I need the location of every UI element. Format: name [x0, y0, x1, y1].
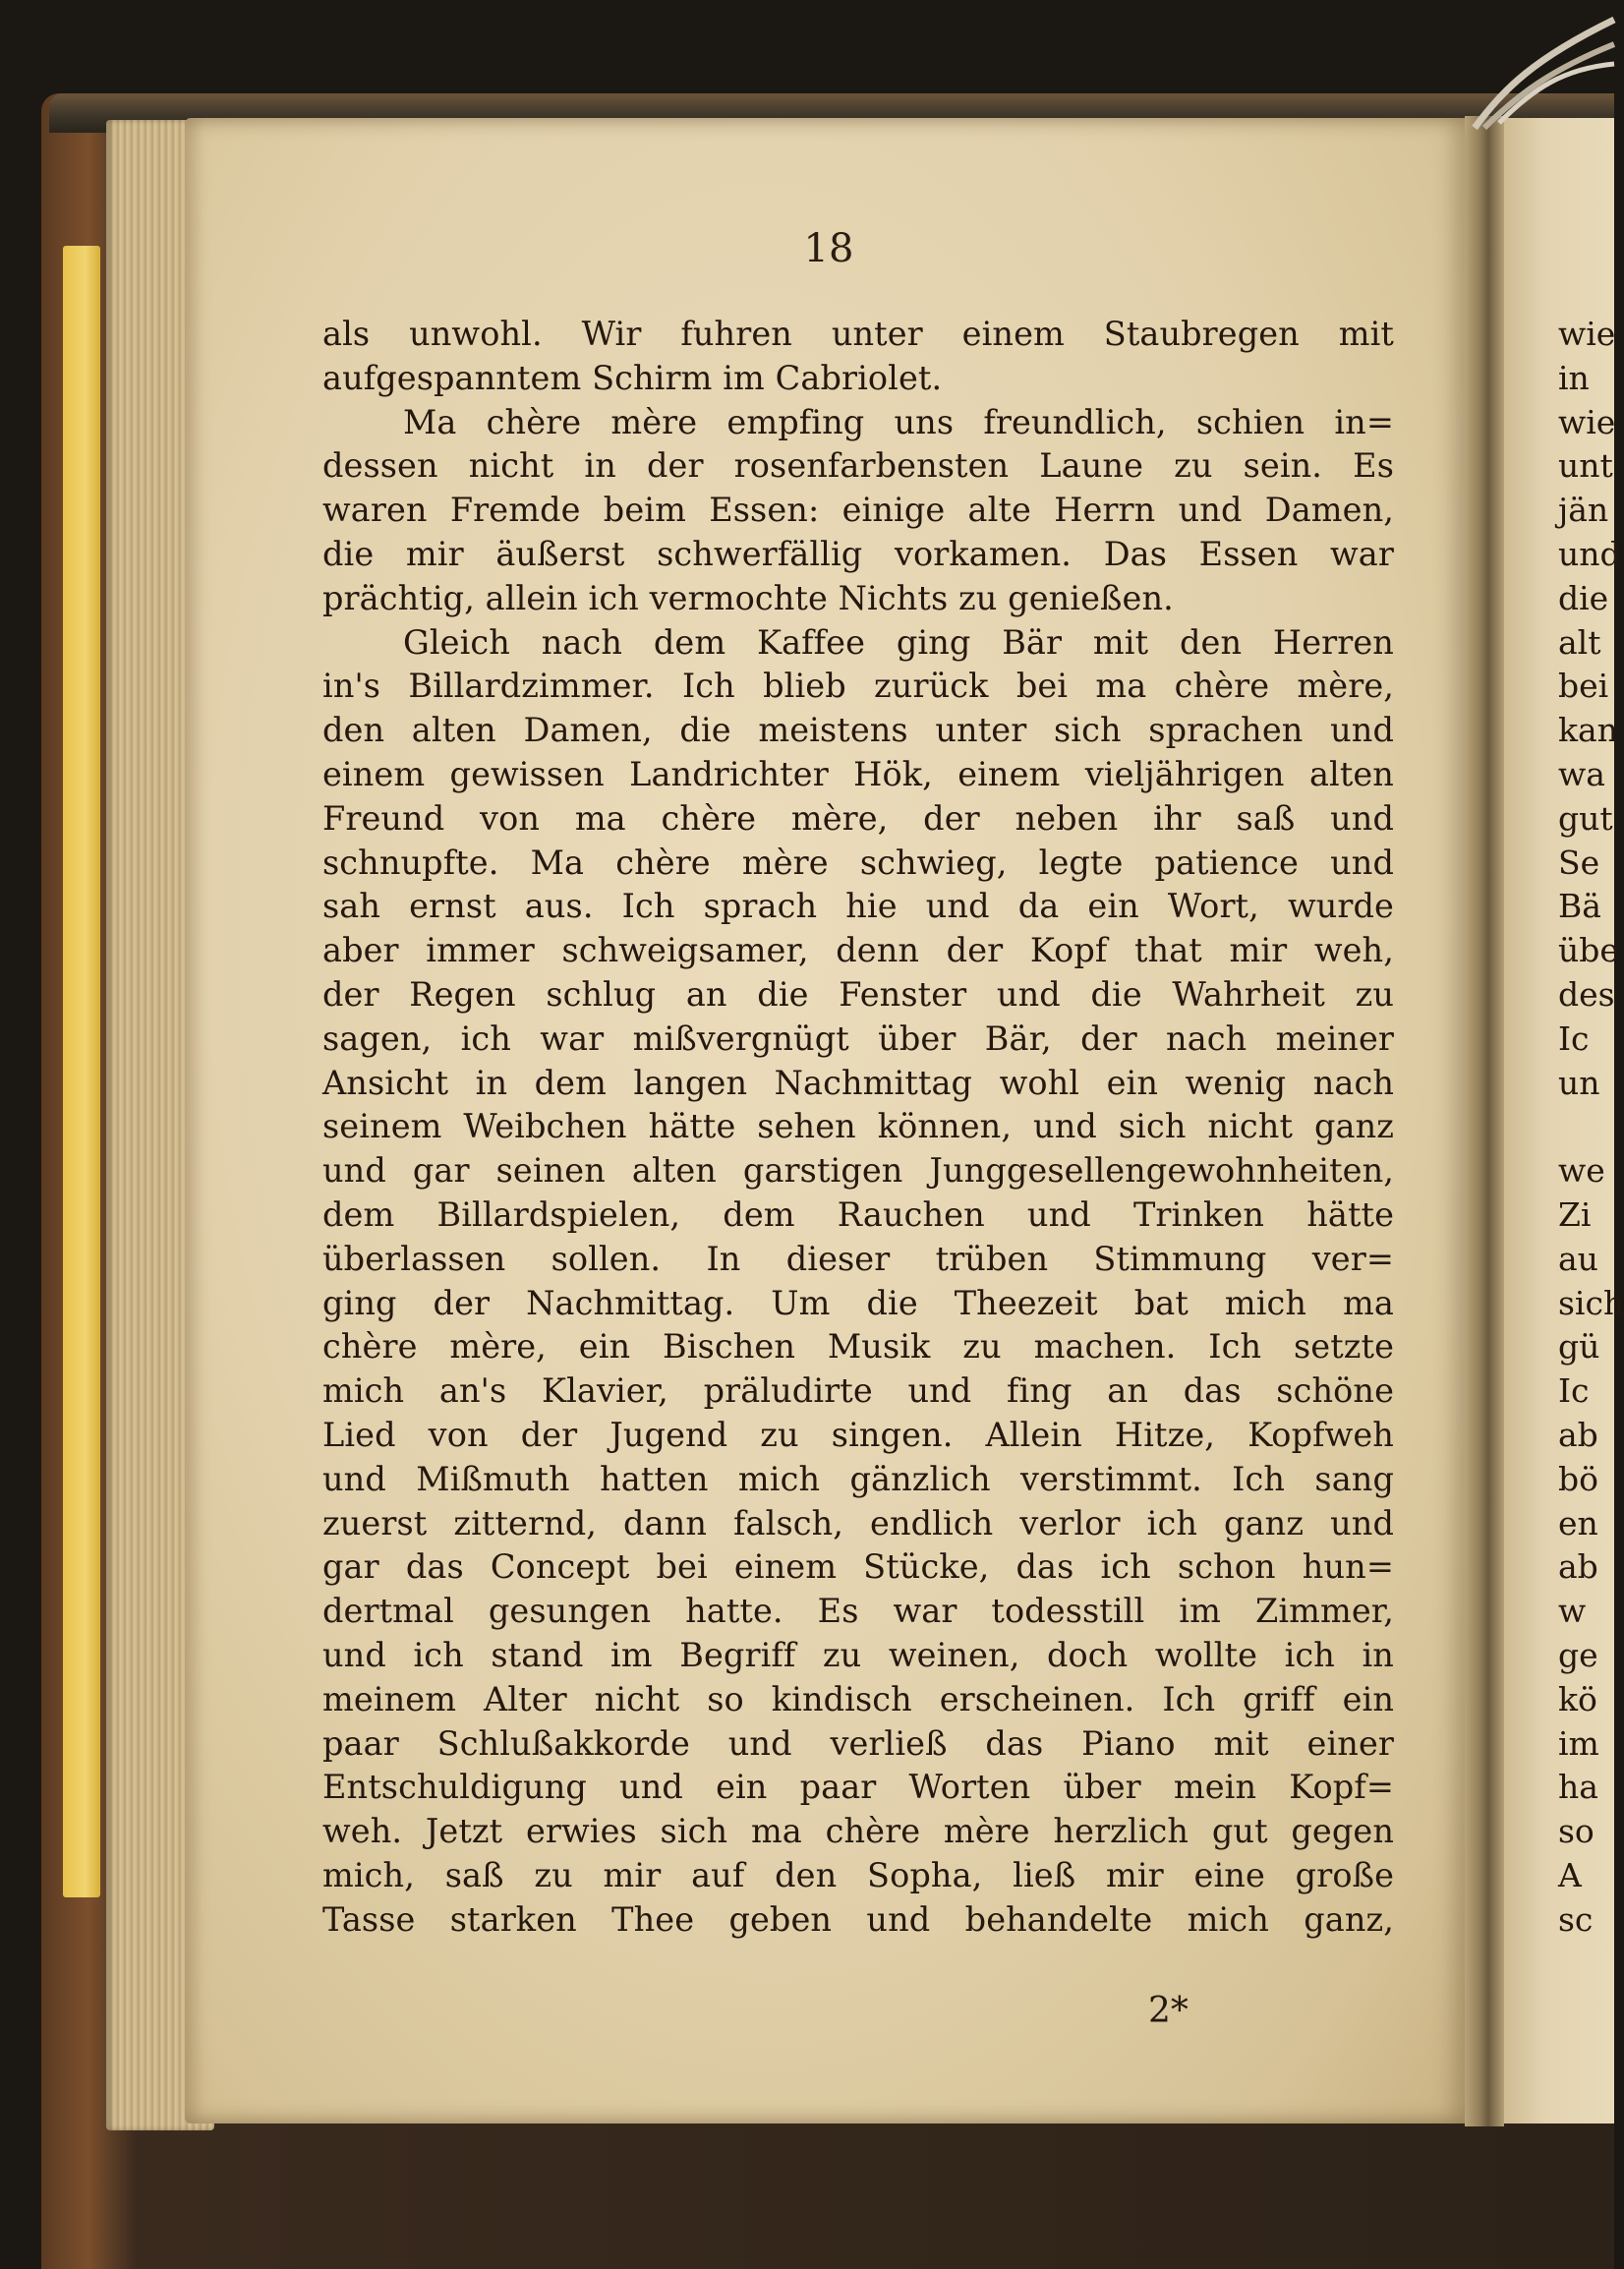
text-line: sah ernst aus. Ich sprach hie und da ein Wort, wurde: [322, 887, 1394, 926]
text-fragment: ab: [1558, 1415, 1598, 1454]
text-fragment: so: [1558, 1812, 1595, 1851]
text-fragment: en: [1558, 1503, 1598, 1542]
text-line: mich an's Klavier, präludirte und fing an das schöne: [322, 1371, 1394, 1411]
text-line: Lied von der Jugend zu singen. Allein Hitze, Kopfweh: [322, 1415, 1394, 1454]
text-line: waren Fremde beim Essen: einige alte Herrn und Damen,: [322, 491, 1394, 530]
page-text: [322, 313, 1394, 1942]
text-line: und gar seinen alten garstigen Junggesellengewohnheiten,: [322, 1151, 1394, 1191]
text-line: paar Schlußakkorde und verließ das Piano mit einer: [322, 1723, 1394, 1763]
text-line: sagen, ich war mißvergnügt über Bär, der nach meiner: [322, 1018, 1394, 1058]
text-line: Freund von ma chère mère, der neben ihr saß und: [322, 798, 1394, 838]
text-line: seinem Weibchen hätte sehen können, und sich nicht ganz: [322, 1107, 1394, 1146]
text-fragment: A: [1558, 1855, 1582, 1894]
text-line: weh. Jetzt erwies sich ma chère mère herzlich gut gegen: [322, 1812, 1394, 1851]
right-page-edge: [1499, 118, 1624, 2124]
text-fragment: Bä: [1558, 887, 1601, 926]
text-fragment: sich: [1558, 1283, 1624, 1322]
text-fragment: we: [1558, 1151, 1605, 1191]
text-fragment: wie: [1558, 315, 1616, 353]
text-line: als unwohl. Wir fuhren unter einem Staubregen mit: [322, 315, 1394, 353]
text-line: den alten Damen, die meistens unter sich sprachen und: [322, 711, 1394, 750]
text-line: einem gewissen Landrichter Hök, einem vieljährigen alten: [322, 754, 1394, 793]
text-fragment: jän: [1558, 491, 1609, 530]
text-fragment: übe: [1558, 931, 1619, 970]
page-number: 18: [803, 226, 854, 271]
text-line: dessen nicht in der rosenfarbensten Laune zu sein. Es: [322, 446, 1394, 486]
text-line: in's Billardzimmer. Ich blieb zurück bei ma chère mère,: [322, 667, 1394, 706]
text-fragment: un: [1558, 1063, 1600, 1102]
text-fragment: [1558, 1105, 1624, 1149]
left-page: [185, 118, 1473, 2124]
text-line: Ansicht in dem langen Nachmittag wohl ein wenig nach: [322, 1063, 1394, 1102]
text-line: Gleich nach dem Kaffee ging Bär mit den Herren: [403, 622, 1394, 662]
text-line: Tasse starken Thee geben und behandelte mich ganz,: [322, 1899, 1394, 1939]
text-line: mich, saß zu mir auf den Sopha, ließ mir eine große: [322, 1855, 1394, 1894]
text-fragment: ge: [1558, 1635, 1598, 1674]
text-line: dertmal gesungen hatte. Es war todesstill im Zimmer,: [322, 1592, 1394, 1631]
text-line: chère mère, ein Bischen Musik zu machen. Ich setzte: [322, 1327, 1394, 1367]
text-fragment: bö: [1558, 1459, 1598, 1498]
text-fragment: wa: [1558, 754, 1605, 793]
yellow-bookmark-strip: [63, 246, 100, 1897]
text-fragment: Se: [1558, 843, 1600, 882]
text-line: ging der Nachmittag. Um die Theezeit bat mich ma: [322, 1283, 1394, 1322]
signature-mark: 2*: [1148, 1991, 1189, 2031]
text-fragment: kan: [1558, 711, 1618, 750]
text-fragment: gü: [1558, 1327, 1600, 1367]
text-line: der Regen schlug an die Fenster und die Wahrheit zu: [322, 974, 1394, 1014]
text-fragment: au: [1558, 1239, 1598, 1278]
text-fragment: ab: [1558, 1547, 1598, 1587]
binding-thread-icon: [1445, 0, 1614, 128]
text-fragment: alt: [1558, 622, 1601, 662]
text-line: Entschuldigung und ein paar Worten über mein Kopf=: [322, 1768, 1394, 1807]
text-fragment: unt: [1558, 446, 1613, 486]
text-line: zuerst zitternd, dann falsch, endlich verlor ich ganz und: [322, 1503, 1394, 1542]
text-line: aufgespanntem Schirm im Cabriolet.: [322, 358, 943, 397]
text-fragment: ha: [1558, 1768, 1598, 1807]
text-line: gar das Concept bei einem Stücke, das ich schon hun=: [322, 1547, 1394, 1587]
text-line: meinem Alter nicht so kindisch erscheinen. Ich griff ein: [322, 1679, 1394, 1718]
text-fragment: Ic: [1558, 1018, 1590, 1058]
text-line: dem Billardspielen, dem Rauchen und Trinken hätte: [322, 1194, 1394, 1234]
text-line: die mir äußerst schwerfällig vorkamen. Das Essen war: [322, 534, 1394, 573]
text-fragment: des: [1558, 974, 1615, 1014]
text-fragment: im: [1558, 1723, 1599, 1763]
text-line: Ma chère mère empfing uns freundlich, schien in=: [403, 402, 1394, 441]
text-fragment: w: [1558, 1592, 1587, 1631]
text-fragment: Ic: [1558, 1371, 1590, 1411]
text-line: aber immer schweigsamer, denn der Kopf that mir weh,: [322, 931, 1394, 970]
text-fragment: Zi: [1558, 1194, 1592, 1234]
right-page-text: [1558, 313, 1624, 1942]
text-fragment: und: [1558, 534, 1621, 573]
text-line: prächtig, allein ich vermochte Nichts zu genießen.: [322, 578, 1174, 617]
text-fragment: die: [1558, 578, 1609, 617]
text-fragment: kö: [1558, 1679, 1597, 1718]
text-fragment: in: [1558, 358, 1590, 397]
book-gutter: [1465, 116, 1504, 2126]
text-fragment: bei: [1558, 667, 1609, 706]
text-line: und ich stand im Begriff zu weinen, doch wollte ich in: [322, 1635, 1394, 1674]
text-fragment: sc: [1558, 1899, 1594, 1939]
text-line: überlassen sollen. In dieser trüben Stimmung ver=: [322, 1239, 1394, 1278]
text-line: und Mißmuth hatten mich gänzlich verstimmt. Ich sang: [322, 1459, 1394, 1498]
text-fragment: gut: [1558, 798, 1613, 838]
text-fragment: wie: [1558, 402, 1616, 441]
text-line: schnupfte. Ma chère mère schwieg, legte patience und: [322, 843, 1394, 882]
